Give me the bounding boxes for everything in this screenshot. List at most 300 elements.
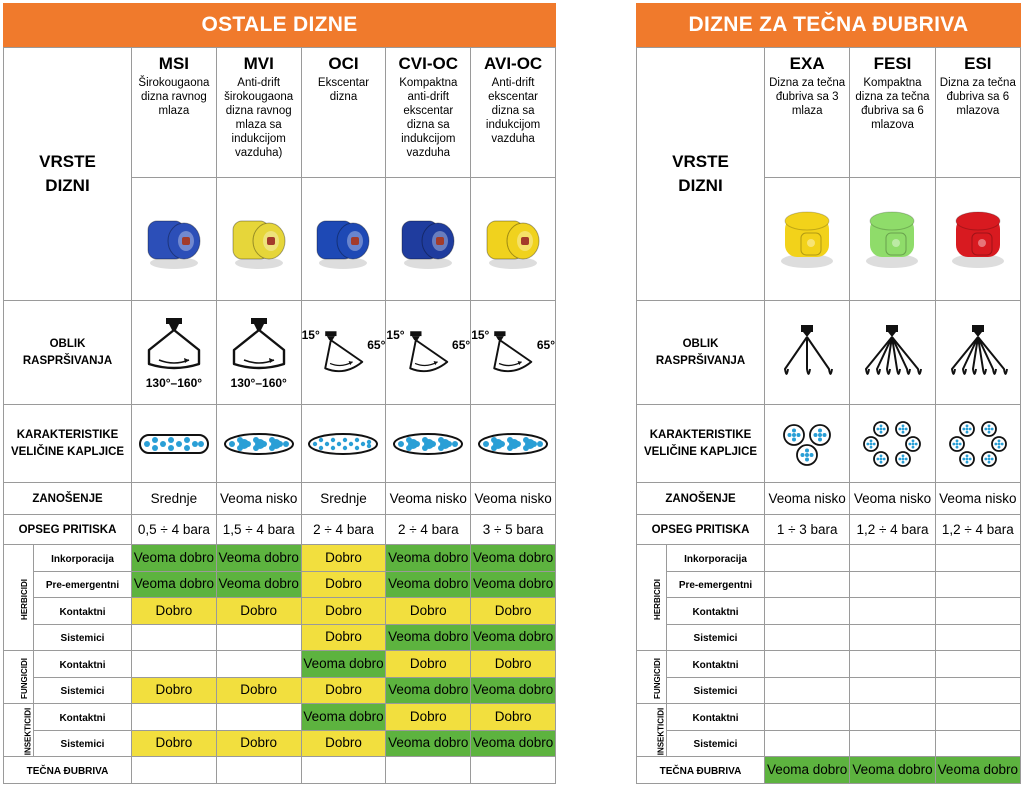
usage-label-text: Kontaktni	[59, 606, 106, 618]
rating-cell	[935, 757, 1020, 784]
usage-label	[34, 598, 132, 625]
flat-fan-spray-icon	[222, 316, 296, 374]
drift-value: Veoma nisko	[939, 490, 1017, 506]
group-label: HERBICIDI	[19, 578, 29, 620]
rating-cell	[471, 757, 556, 784]
drift-cell	[765, 483, 850, 515]
fertilizer-label	[637, 757, 765, 784]
usage-label-text: Pre-emergentni	[45, 580, 120, 592]
usage-label-text: Kontaktni	[59, 712, 106, 724]
usage-label-text: Kontaktni	[59, 659, 106, 671]
droplet-bar-icon	[306, 431, 380, 457]
rating-cell	[850, 624, 935, 651]
rating-value: Veoma dobro	[388, 629, 469, 645]
usage-label-text: Sistemici	[60, 686, 105, 698]
nozzle-cvi-oc-image	[392, 203, 464, 275]
nozzle-esi-image	[942, 203, 1014, 275]
rating-cell	[471, 651, 556, 678]
rating-cell	[850, 651, 935, 678]
rating-cell	[301, 730, 386, 757]
rating-value: Dobro	[409, 708, 447, 724]
usage-label	[34, 704, 132, 731]
nozzle-mvi-image	[223, 203, 295, 275]
rating-cell	[301, 624, 386, 651]
rating-cell	[301, 545, 386, 572]
drift-cell	[132, 483, 217, 515]
spray-shape-cell	[132, 301, 217, 405]
rating-value: Dobro	[240, 682, 278, 698]
nozzle-image-cell	[386, 178, 471, 301]
nozzle-name: AVI-OC	[483, 54, 543, 73]
rating-cell	[301, 598, 386, 625]
spray-shape-cell	[301, 301, 386, 405]
usage-label	[667, 730, 765, 757]
spray-shape-line2: RASPRŠIVANJA	[22, 354, 113, 367]
usage-label	[667, 704, 765, 731]
drift-label	[637, 483, 765, 515]
rating-cell	[765, 545, 850, 572]
pressure-label-text: OPSEG PRITISKA	[18, 524, 117, 536]
rating-cell	[386, 571, 471, 598]
droplet-label-line1: KARAKTERISTIKE	[649, 428, 752, 441]
usage-label	[667, 598, 765, 625]
droplet-clusters-icon	[861, 421, 923, 467]
types-label-line1: VRSTE	[672, 152, 729, 171]
drift-cell	[216, 483, 301, 515]
table-row	[4, 598, 556, 625]
nozzle-name: CVI-OC	[398, 54, 459, 73]
rating-cell	[471, 545, 556, 572]
usage-label-text: Kontaktni	[692, 659, 739, 671]
nozzle-name: MSI	[158, 54, 190, 73]
group-herbicidi	[637, 545, 667, 651]
droplet-size-cell	[935, 405, 1020, 483]
nozzle-image-cell	[935, 178, 1020, 301]
pressure-label	[637, 515, 765, 545]
rating-value: Dobro	[240, 602, 278, 618]
table-row	[4, 677, 556, 704]
usage-label	[34, 624, 132, 651]
flat-fan-spray-icon	[137, 316, 211, 374]
nozzle-header-avi-oc	[471, 48, 556, 178]
nozzle-header-exa	[765, 48, 850, 178]
rating-value: Veoma dobro	[937, 762, 1018, 777]
rating-cell	[216, 677, 301, 704]
usage-label-text: Kontaktni	[692, 606, 739, 618]
nozzle-fesi-image	[856, 203, 928, 275]
pressure-value: 1,2 ÷ 4 bara	[941, 521, 1014, 537]
rating-cell	[471, 624, 556, 651]
spray-shape-line2: RASPRŠIVANJA	[655, 354, 746, 367]
spray-shape-line1: OBLIK	[682, 337, 719, 350]
spray-angle: 130°–160°	[145, 375, 203, 390]
table-row	[4, 571, 556, 598]
rating-value: Dobro	[409, 655, 447, 671]
rating-cell	[471, 704, 556, 731]
rating-value: Veoma dobro	[303, 655, 384, 671]
nozzle-description: Kompaktna dizna za tečna đubriva sa 6 mlazova	[855, 77, 930, 131]
rating-cell	[301, 757, 386, 784]
rating-value: Veoma dobro	[472, 629, 554, 645]
usage-label-text: Sistemici	[60, 739, 105, 751]
droplet-size-cell	[216, 405, 301, 483]
usage-label-text: Inkorporacija	[684, 553, 747, 565]
nozzle-exa-image	[771, 203, 843, 275]
spray-shape-cell	[216, 301, 301, 405]
droplet-label-line2: VELIČINE KAPLJICE	[643, 445, 758, 458]
rating-cell	[765, 730, 850, 757]
nozzle-name: OCI	[328, 54, 359, 73]
nozzle-name: EXA	[789, 54, 825, 73]
rating-cell	[216, 757, 301, 784]
rating-cell	[935, 545, 1020, 572]
droplet-size-cell	[471, 405, 556, 483]
drift-value: Veoma nisko	[474, 490, 552, 506]
rating-cell	[301, 651, 386, 678]
usage-label	[667, 677, 765, 704]
rating-cell	[935, 571, 1020, 598]
pressure-value: 3 ÷ 5 bara	[482, 521, 544, 537]
rating-cell	[765, 757, 850, 784]
spray-jets-icon	[860, 323, 924, 383]
right-panel-title: DIZNE ZA TEČNA ĐUBRIVA	[636, 3, 1021, 47]
rating-value: Dobro	[325, 549, 362, 565]
rating-cell	[386, 730, 471, 757]
left-panel	[3, 3, 556, 784]
fertilizer-label-text: TEČNA ĐUBRIVA	[659, 766, 742, 777]
table-row	[4, 545, 556, 572]
table-row	[4, 651, 556, 678]
pressure-value: 1 ÷ 3 bara	[776, 521, 838, 537]
drift-label	[4, 483, 132, 515]
pressure-label-text: OPSEG PRITISKA	[651, 524, 750, 536]
table-row	[4, 757, 556, 784]
fertilizer-label	[4, 757, 132, 784]
table-row	[637, 571, 1021, 598]
types-label-line2: DIZNI	[678, 176, 723, 195]
rating-value: Dobro	[325, 735, 362, 751]
droplet-label-line2: VELIČINE KAPLJICE	[10, 445, 125, 458]
types-label-line2: DIZNI	[45, 176, 90, 195]
usage-label	[34, 545, 132, 572]
spray-shape-cell	[935, 301, 1020, 405]
rating-cell	[132, 677, 217, 704]
rating-cell	[850, 730, 935, 757]
left-nozzle-table	[3, 47, 556, 784]
rating-cell	[850, 704, 935, 731]
pressure-cell	[850, 515, 935, 545]
nozzle-avi-oc-image	[477, 203, 549, 275]
rating-value: Dobro	[325, 576, 362, 592]
usage-label	[667, 571, 765, 598]
drift-value: Veoma nisko	[768, 490, 846, 506]
left-panel-title: OSTALE DIZNE	[3, 3, 556, 47]
rating-cell	[471, 677, 556, 704]
drift-value: Veoma nisko	[389, 490, 467, 506]
rating-cell	[216, 730, 301, 757]
rating-cell	[765, 598, 850, 625]
rating-cell	[471, 730, 556, 757]
rating-cell	[132, 757, 217, 784]
group-insekticidi	[637, 704, 667, 757]
droplet-size-cell	[132, 405, 217, 483]
spray-jets-icon	[775, 323, 839, 383]
usage-label-text: Sistemici	[693, 633, 738, 645]
usage-label	[34, 730, 132, 757]
nozzle-image-cell	[216, 178, 301, 301]
rating-value: Dobro	[155, 602, 193, 618]
group-label: INSEKTICIDI	[656, 707, 666, 756]
drift-value: Veoma nisko	[220, 490, 298, 506]
rating-cell	[935, 651, 1020, 678]
droplet-size-label	[4, 405, 132, 483]
spray-shape-line1: OBLIK	[49, 337, 86, 350]
rating-value: Dobro	[325, 629, 362, 645]
rating-cell	[471, 571, 556, 598]
table-row	[637, 757, 1021, 784]
rating-value: Dobro	[409, 602, 447, 618]
rating-cell	[765, 651, 850, 678]
spray-angle-left: 15°	[386, 327, 405, 342]
table-row	[637, 704, 1021, 731]
nozzle-name: ESI	[964, 54, 992, 73]
rating-value: Dobro	[240, 735, 278, 751]
spray-shape-label	[637, 301, 765, 405]
usage-label-text: Pre-emergentni	[678, 580, 753, 592]
rating-cell	[216, 624, 301, 651]
group-insekticidi	[4, 704, 34, 757]
nozzle-description: Ekscentar dizna	[317, 77, 370, 103]
rating-cell	[471, 598, 556, 625]
rating-cell	[935, 677, 1020, 704]
nozzle-description: Dizna za tečna đubriva sa 3 mlaza	[769, 77, 846, 117]
nozzle-types-label	[4, 48, 132, 301]
table-row	[637, 730, 1021, 757]
rating-value: Dobro	[325, 682, 362, 698]
usage-label	[34, 651, 132, 678]
nozzle-image-cell	[850, 178, 935, 301]
rating-value: Veoma dobro	[388, 576, 469, 592]
spray-shape-cell	[471, 301, 556, 405]
pressure-cell	[765, 515, 850, 545]
droplet-size-cell	[765, 405, 850, 483]
spray-angle-right: 65°	[452, 337, 471, 352]
drift-label-text: ZANOŠENJE	[32, 493, 103, 505]
rating-cell	[850, 545, 935, 572]
rating-cell	[386, 624, 471, 651]
droplet-clusters-icon	[776, 421, 838, 467]
droplet-size-cell	[301, 405, 386, 483]
rating-value: Veoma dobro	[388, 735, 469, 751]
drift-cell	[850, 483, 935, 515]
rating-cell	[386, 757, 471, 784]
rating-cell	[386, 545, 471, 572]
fertilizer-label-text: TEČNA ĐUBRIVA	[26, 766, 109, 777]
offset-spray-icon	[407, 324, 450, 382]
rating-cell	[850, 571, 935, 598]
pressure-value: 0,5 ÷ 4 bara	[137, 521, 210, 537]
rating-cell	[850, 677, 935, 704]
rating-cell	[935, 624, 1020, 651]
nozzle-msi-image	[138, 203, 210, 275]
rating-cell	[216, 651, 301, 678]
droplet-size-label	[637, 405, 765, 483]
rating-cell	[301, 704, 386, 731]
rating-value: Veoma dobro	[388, 549, 469, 565]
rating-value: Veoma dobro	[133, 576, 215, 592]
droplet-bar-icon	[391, 431, 465, 457]
table-row	[637, 624, 1021, 651]
usage-label-text: Inkorporacija	[51, 553, 114, 565]
rating-value: Veoma dobro	[472, 576, 554, 592]
rating-cell	[765, 677, 850, 704]
nozzle-description: Kompaktna anti-drift ekscentar dizna sa indukcijom vazduha	[399, 77, 458, 159]
drift-value: Veoma nisko	[853, 490, 932, 506]
nozzle-header-oci	[301, 48, 386, 178]
rating-cell	[386, 598, 471, 625]
rating-value: Dobro	[494, 655, 532, 671]
rating-value: Veoma dobro	[767, 762, 848, 777]
rating-cell	[216, 598, 301, 625]
rating-cell	[216, 571, 301, 598]
right-panel	[636, 3, 1021, 784]
usage-label	[667, 624, 765, 651]
drift-value: Srednje	[150, 490, 198, 506]
nozzle-image-cell	[471, 178, 556, 301]
nozzle-image-cell	[765, 178, 850, 301]
rating-value: Veoma dobro	[303, 708, 384, 724]
group-fungicidi	[4, 651, 34, 704]
right-nozzle-table	[636, 47, 1021, 784]
rating-cell	[935, 598, 1020, 625]
offset-spray-icon	[322, 324, 365, 382]
usage-label-text: Kontaktni	[692, 712, 739, 724]
rating-cell	[132, 730, 217, 757]
table-row	[4, 704, 556, 731]
droplet-bar-icon	[222, 431, 296, 457]
group-label: FUNGICIDI	[19, 658, 29, 699]
drift-cell	[935, 483, 1020, 515]
usage-label	[667, 651, 765, 678]
usage-label	[667, 545, 765, 572]
rating-value: Dobro	[155, 735, 193, 751]
rating-cell	[132, 704, 217, 731]
table-row	[637, 677, 1021, 704]
nozzle-image-cell	[301, 178, 386, 301]
spray-shape-cell	[850, 301, 935, 405]
nozzle-header-esi	[935, 48, 1020, 178]
rating-cell	[301, 571, 386, 598]
pressure-cell	[935, 515, 1020, 545]
pressure-value: 2 ÷ 4 bara	[313, 521, 374, 537]
rating-cell	[850, 757, 935, 784]
rating-cell	[132, 545, 217, 572]
rating-value: Veoma dobro	[218, 576, 299, 592]
rating-cell	[132, 598, 217, 625]
rating-cell	[765, 704, 850, 731]
usage-label-text: Sistemici	[60, 633, 105, 645]
rating-cell	[132, 624, 217, 651]
nozzle-name: FESI	[873, 54, 912, 73]
droplet-size-cell	[850, 405, 935, 483]
rating-cell	[132, 571, 217, 598]
drift-value: Srednje	[320, 490, 367, 506]
group-fungicidi	[637, 651, 667, 704]
droplet-label-line1: KARAKTERISTIKE	[16, 428, 119, 441]
rating-value: Veoma dobro	[388, 682, 469, 698]
pressure-cell	[216, 515, 301, 545]
rating-cell	[935, 704, 1020, 731]
spray-angle-left: 15°	[471, 327, 490, 342]
table-row	[4, 624, 556, 651]
pressure-cell	[471, 515, 556, 545]
spray-angle-right: 65°	[536, 337, 555, 352]
rating-value: Veoma dobro	[218, 549, 299, 565]
rating-value: Veoma dobro	[472, 735, 554, 751]
nozzle-header-msi	[132, 48, 217, 178]
pressure-cell	[386, 515, 471, 545]
nozzle-description: Širokougaona dizna ravnog mlaza	[138, 77, 210, 117]
spray-angle-right: 65°	[367, 337, 386, 352]
spray-shape-cell	[765, 301, 850, 405]
rating-value: Dobro	[155, 682, 193, 698]
rating-cell	[765, 571, 850, 598]
rating-value: Dobro	[325, 602, 362, 618]
spray-jets-icon	[946, 323, 1010, 383]
usage-label	[34, 677, 132, 704]
rating-value: Veoma dobro	[852, 762, 933, 777]
droplet-bar-icon	[476, 431, 550, 457]
pressure-value: 1,5 ÷ 4 bara	[222, 521, 295, 537]
nozzle-description: Dizna za tečna đubriva sa 6 mlazova	[939, 77, 1016, 117]
pressure-value: 1,2 ÷ 4 bara	[856, 521, 929, 537]
pressure-cell	[132, 515, 217, 545]
types-label-line1: VRSTE	[39, 152, 96, 171]
nozzle-types-label	[637, 48, 765, 301]
rating-cell	[301, 677, 386, 704]
droplet-bar-icon	[137, 431, 211, 457]
group-label: HERBICIDI	[652, 578, 662, 620]
rating-cell	[935, 730, 1020, 757]
rating-cell	[386, 704, 471, 731]
nozzle-header-fesi	[850, 48, 935, 178]
table-row	[4, 730, 556, 757]
rating-cell	[216, 545, 301, 572]
nozzle-description: Anti-drift širokougaona dizna ravnog mlaza sa indukcijom vazduha)	[224, 77, 294, 159]
nozzle-description: Anti-drift ekscentar dizna sa indukcijom vazduha	[485, 77, 541, 145]
rating-cell	[216, 704, 301, 731]
nozzle-header-mvi	[216, 48, 301, 178]
rating-value: Veoma dobro	[472, 549, 554, 565]
rating-cell	[132, 651, 217, 678]
rating-value: Veoma dobro	[472, 682, 554, 698]
rating-cell	[850, 598, 935, 625]
group-label: INSEKTICIDI	[23, 707, 33, 756]
usage-label	[34, 571, 132, 598]
pressure-cell	[301, 515, 386, 545]
nozzle-header-cvi-oc	[386, 48, 471, 178]
nozzle-image-cell	[132, 178, 217, 301]
drift-cell	[301, 483, 386, 515]
rating-value: Veoma dobro	[133, 549, 215, 565]
spray-shape-label	[4, 301, 132, 405]
rating-cell	[386, 677, 471, 704]
droplet-size-cell	[386, 405, 471, 483]
offset-spray-icon	[491, 324, 535, 382]
drift-label-text: ZANOŠENJE	[665, 493, 736, 505]
group-herbicidi	[4, 545, 34, 651]
pressure-value: 2 ÷ 4 bara	[397, 521, 459, 537]
